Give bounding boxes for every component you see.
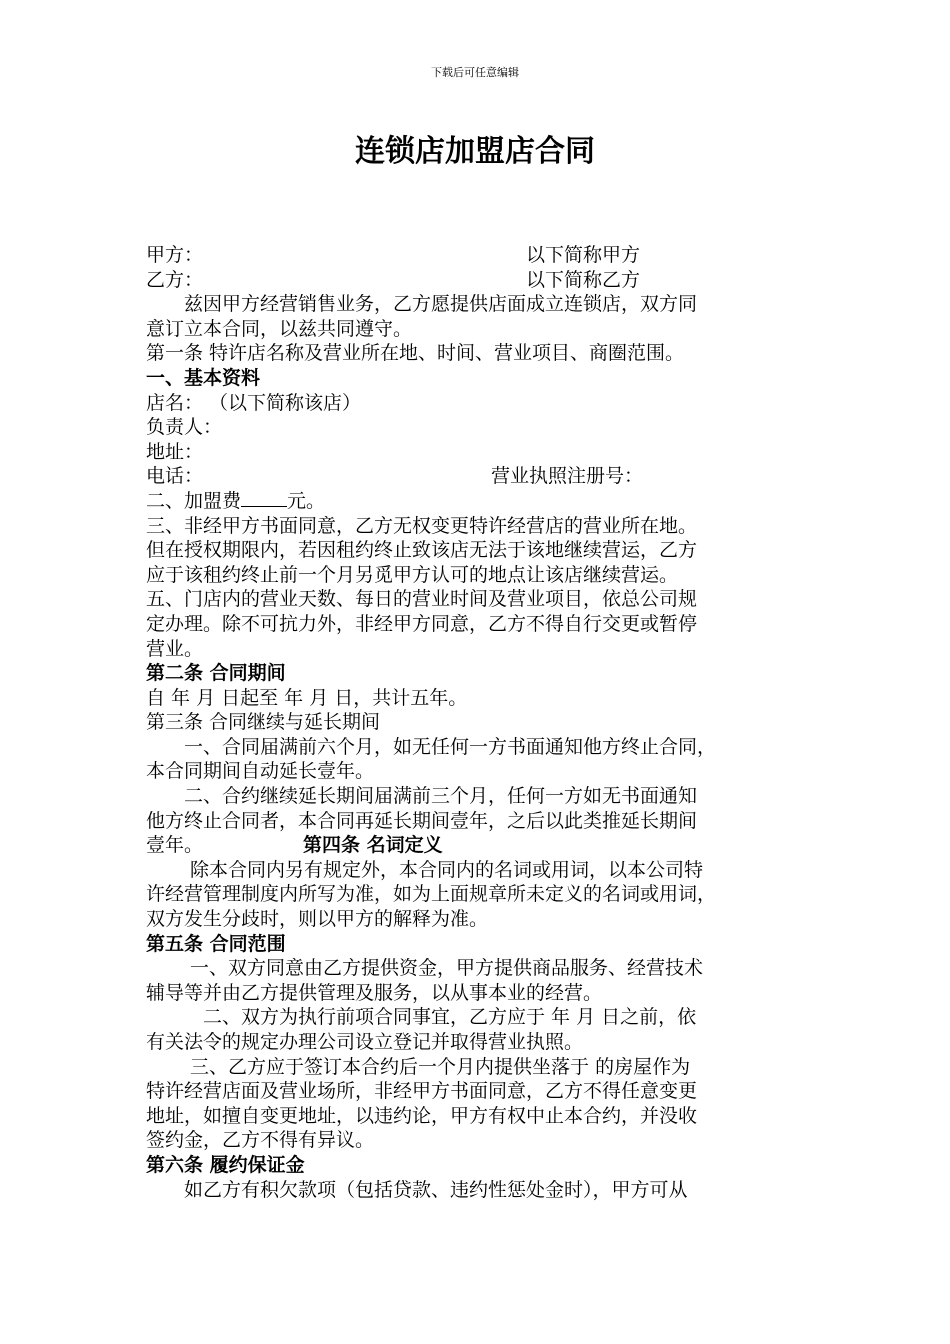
store-name-line: 店名： （以下简称该店） (146, 391, 362, 414)
text-line: 三、非经甲方书面同意，乙方无权变更特许经营店的营业所在地。 (146, 514, 698, 537)
text-line: 意订立本合同，以兹共同遵守。 (146, 317, 413, 340)
text-line: 特许经营店面及营业场所，非经甲方书面同意，乙方不得任意变更 (146, 1080, 698, 1103)
text-line: 一、合同届满前六个月，如无任何一方书面通知他方终止合同， (146, 735, 717, 758)
text-line: 一、双方同意由乙方提供资金，甲方提供商品服务、经营技术 (146, 957, 704, 980)
header-note: 下载后可任意编辑 (431, 66, 519, 79)
text-line: 三、乙方应于签订本合约后一个月内提供坐落于 的房屋作为 (146, 1055, 691, 1078)
text-line: 许经营管理制度内所写为准，如为上面规章所未定义的名词或用词， (146, 883, 717, 906)
franchise-fee-unit: 元。 (287, 489, 326, 512)
party-a-alias: 以下简称甲方 (526, 244, 641, 266)
text-line: 他方终止合同者，本合同再延长期间壹年，之后以此类推延长期间 (146, 809, 698, 832)
text-line: 签约金，乙方不得有异议。 (146, 1129, 375, 1152)
text-line: 除本合同内另有规定外，本合同内的名词或用词，以本公司特 (146, 858, 704, 881)
text-line: 如乙方有积欠款项（包括贷款、违约性惩处金时），甲方可从 (146, 1178, 688, 1201)
party-b-label: 乙方： (146, 268, 204, 291)
text-line: 自 年 月 日起至 年 月 日，共计五年。 (146, 686, 468, 709)
party-a-line (146, 243, 808, 268)
article-6-heading: 第六条 履约保证金 (146, 1153, 305, 1176)
article-4-heading: 第四条 名词定义 (303, 834, 443, 857)
article-2-heading: 第二条 合同期间 (146, 662, 286, 685)
franchise-fee-label: 二、加盟费 (146, 489, 242, 512)
license-label: 营业执照注册号： (491, 465, 644, 488)
document-title: 连锁店加盟店合同 (355, 134, 595, 169)
party-b-line (146, 268, 808, 293)
contract-body (146, 243, 808, 1202)
text-line: 有关法令的规定办理公司设立登记并取得营业执照。 (146, 1031, 584, 1053)
text-line: 二、合约继续延长期间届满前三个月，任何一方如无书面通知 (146, 785, 698, 808)
text-line: 本合同期间自动延长壹年。 (146, 760, 375, 783)
party-b-alias: 以下简称乙方 (526, 268, 641, 291)
address-line: 地址： (146, 440, 204, 463)
phone-label: 电话： (146, 465, 204, 488)
text-line: 二、双方为执行前项合同事宜，乙方应于 年 月 日之前，依 (146, 1006, 697, 1029)
phone-line (146, 464, 808, 489)
text-line: 兹因甲方经营销售业务，乙方愿提供店面成立连锁店，双方同 (146, 293, 698, 316)
text-line: 双方发生分歧时，则以甲方的解释为准。 (146, 908, 489, 931)
text-fragment: 壹年。 (146, 834, 204, 857)
article-3-heading: 第三条 合同继续与延长期间 (146, 711, 381, 734)
text-line: 但在授权期限内，若因租约终止致该店无法于该地继续营运，乙方 (146, 539, 698, 562)
article-5-heading: 第五条 合同范围 (146, 932, 286, 955)
article-1-heading: 第一条 特许店名称及营业所在地、时间、营业项目、商圈范围。 (146, 342, 685, 365)
section-heading: 一、基本资料 (146, 366, 261, 389)
text-line: 应于该租约终止前一个月另觅甲方认可的地点让该店继续营运。 (146, 563, 679, 586)
fee-blank (241, 490, 287, 507)
text-line: 辅导等并由乙方提供管理及服务，以从事本业的经营。 (146, 981, 603, 1004)
text-line (146, 833, 808, 858)
manager-line: 负责人： (146, 416, 223, 439)
party-a-label: 甲方： (146, 244, 204, 266)
text-line: 定办理。除不可抗力外，非经甲方同意，乙方不得自行交更或暂停 (146, 612, 698, 635)
text-line: 五、门店内的营业天数、每日的营业时间及营业项目，依总公司规 (146, 588, 698, 611)
text-line: 地址，如擅自变更地址，以违约论，甲方有权中止本合约，并没收 (146, 1104, 698, 1127)
franchise-fee-line (146, 489, 808, 514)
text-line: 营业。 (146, 637, 204, 660)
